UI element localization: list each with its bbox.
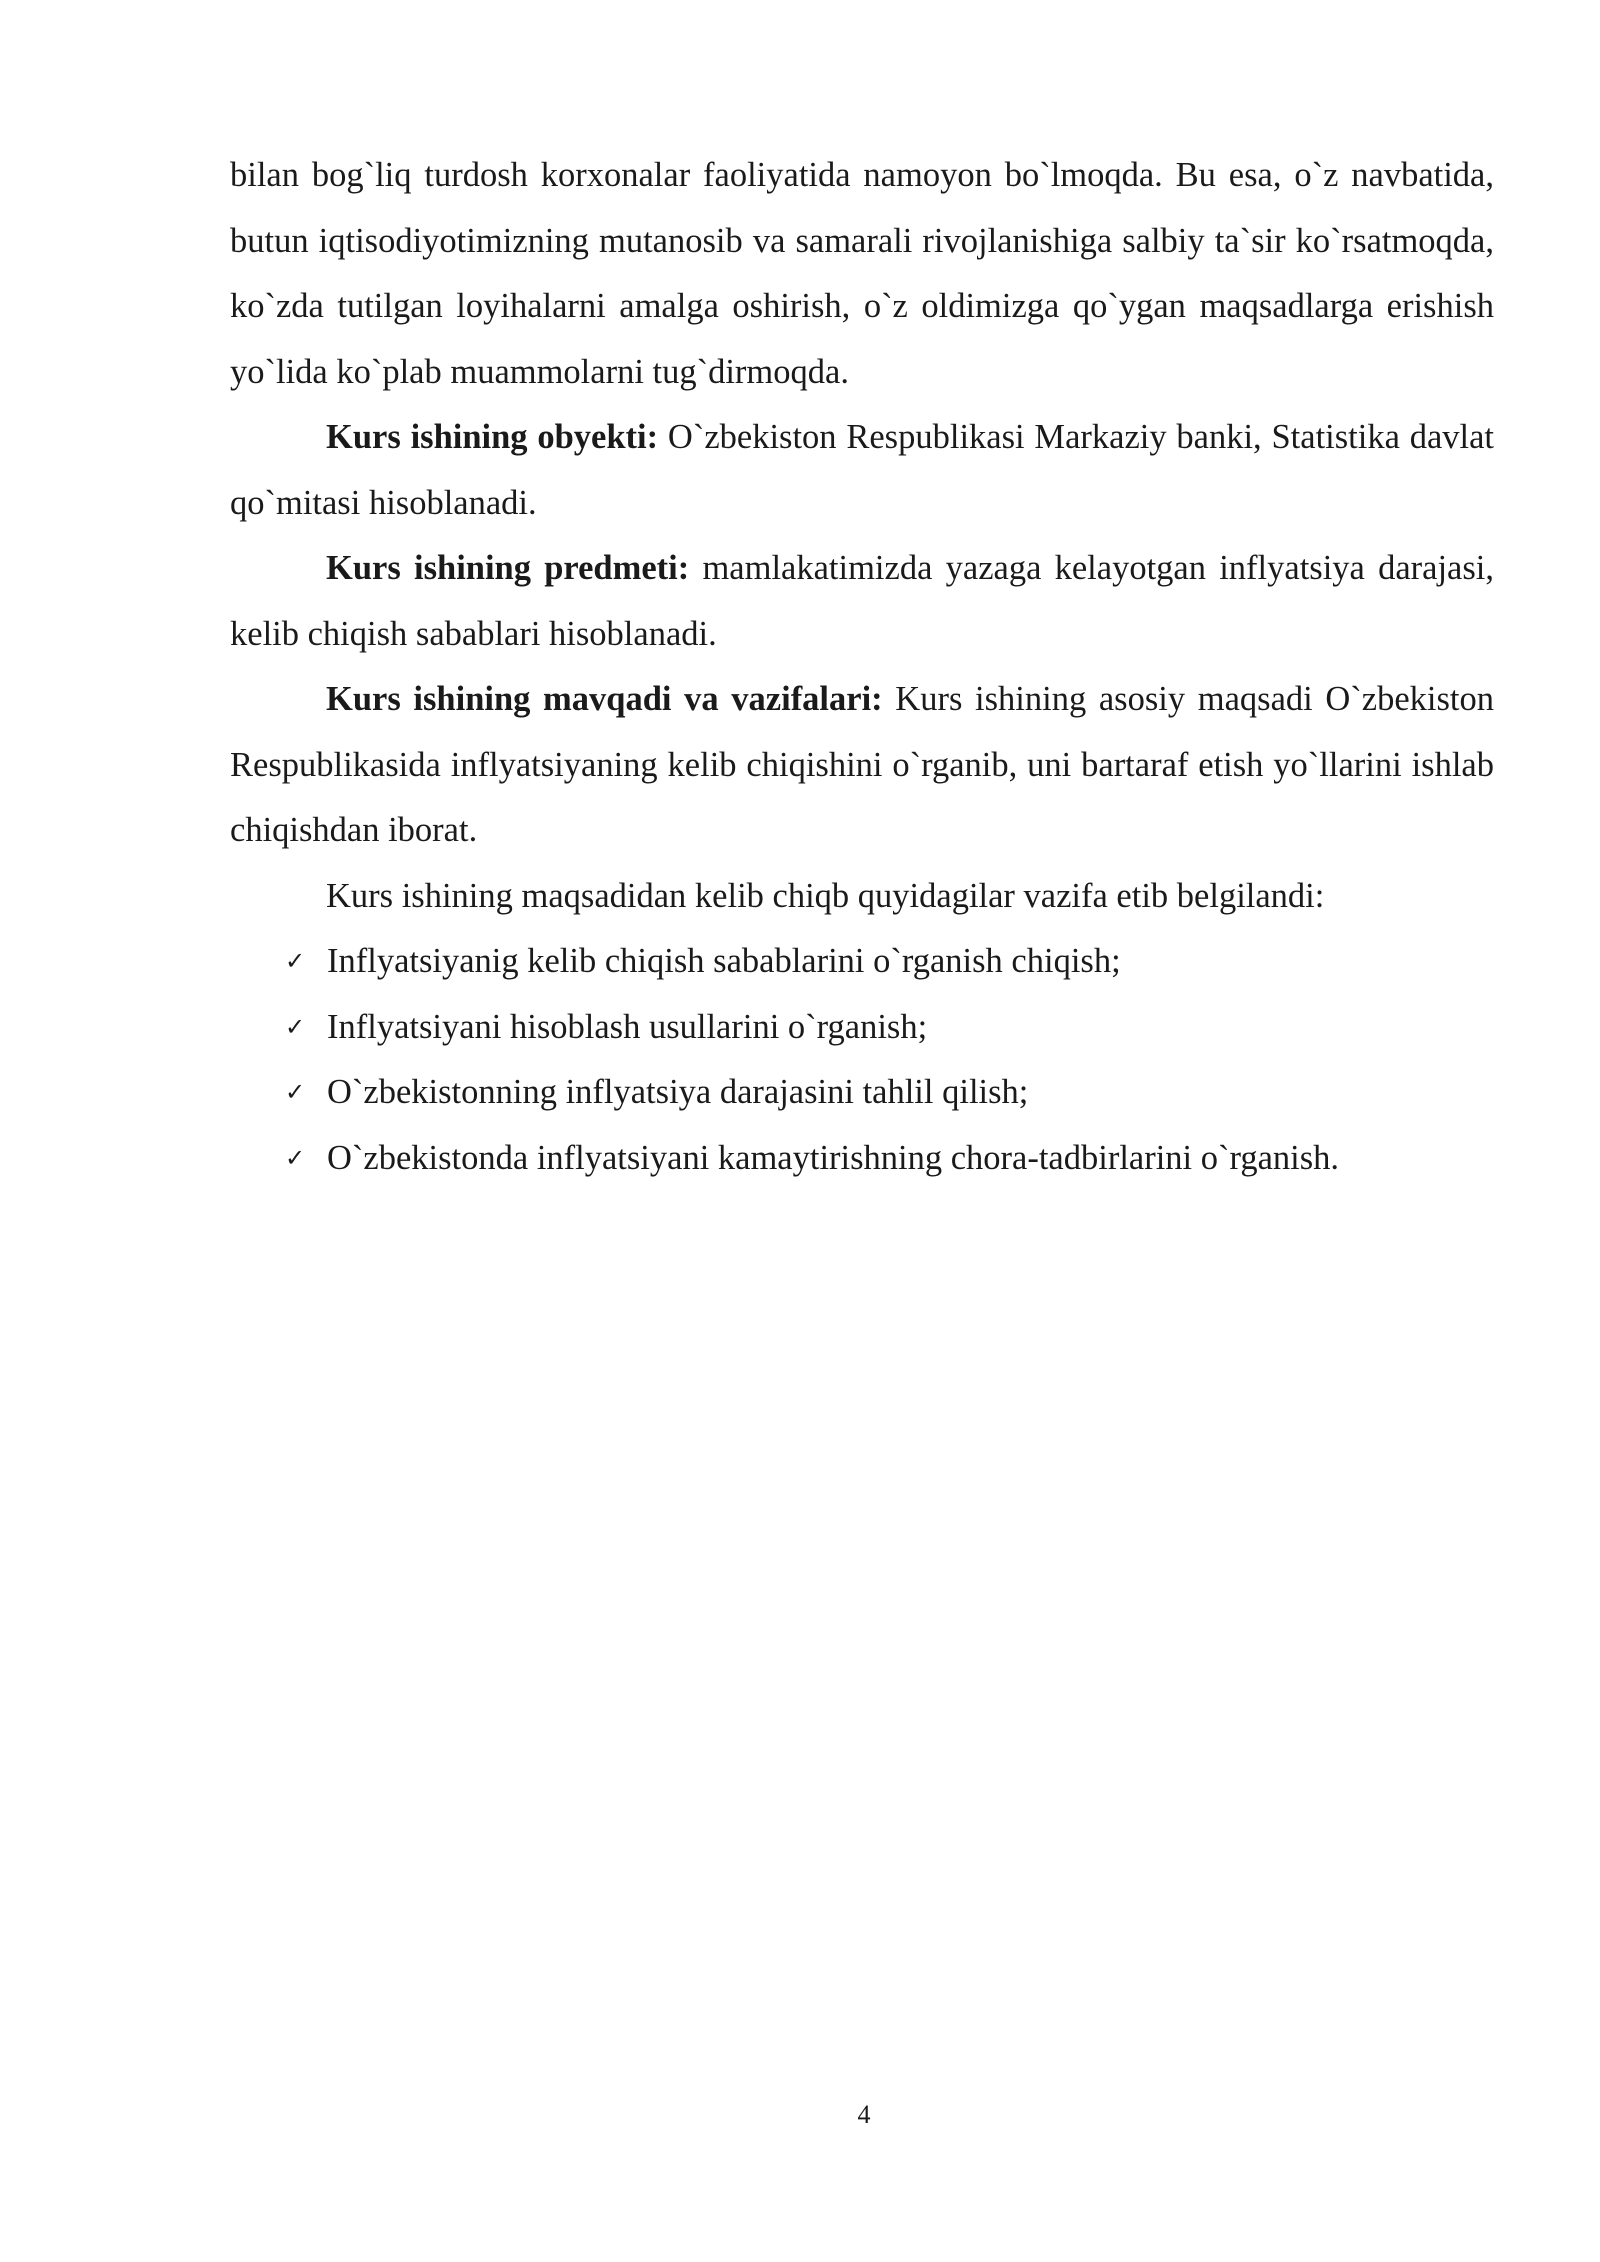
goal-paragraph	[230, 667, 1494, 864]
task-item-text: O`zbekistonning inflyatsiya darajasini tahlil qilish;	[327, 1073, 1029, 1111]
goal-label: Kurs ishining mavqadi va vazifalari:	[326, 680, 883, 718]
page-number: 4	[857, 2100, 871, 2129]
task-item-text: Inflyatsiyani hisoblash usullarini o`rganish;	[327, 1007, 928, 1046]
page-body	[230, 143, 1494, 1191]
subject-text: mamlakatimizda yazaga kelayotgan inflyatsiya darajasi, kelib chiqish sabablari hisoblanadi.	[230, 549, 1494, 653]
intro-paragraph: bilan bog`liq turdosh korxonalar faoliyatida namoyon bo`lmoqda. Bu esa, o`z navbatida, butun iqtisodiyotimizning mutanosib va samarali rivojlanishiga salbiy ta`sir ko`rsatmoqda, ko`zda tutilgan loyihalarni amalga oshirish, o`z oldimizga qo`ygan maqsadlarga erishish yo`lida ko`plab muammolarni tug`dirmoqda.	[230, 156, 1494, 391]
task-item	[230, 1060, 1494, 1126]
subject-paragraph	[230, 536, 1494, 667]
object-text: O`zbekiston Respublikasi Markaziy banki, Statistika davlat qo`mitasi hisoblanadi.	[230, 418, 1494, 522]
check-icon: ✓	[285, 1012, 306, 1041]
object-label: Kurs ishining obyekti:	[326, 418, 659, 456]
check-icon: ✓	[285, 1078, 306, 1106]
tasks-intro-paragraph: Kurs ishining maqsadidan kelib chiqb quyidagilar vazifa etib belgilandi:	[326, 876, 1325, 915]
check-icon: ✓	[285, 947, 306, 975]
task-item-text: Inflyatsiyanig kelib chiqish sabablarini o`rganish chiqish;	[327, 942, 1121, 980]
goal-text: Kurs ishining asosiy maqsadi O`zbekiston Respublikasida inflyatsiyaning kelib chiqishini o`rganib, uni bartaraf etish yo`llarini ishlab chiqishdan iborat.	[230, 680, 1495, 849]
task-item	[230, 929, 1494, 995]
check-icon: ✓	[285, 1143, 306, 1172]
task-list	[230, 929, 1494, 1191]
task-item-text: O`zbekistonda inflyatsiyani kamaytirishning chora-tadbirlarini o`rganish.	[327, 1138, 1340, 1177]
object-paragraph	[230, 405, 1494, 536]
subject-label: Kurs ishining predmeti:	[326, 549, 690, 587]
task-item	[230, 1126, 1494, 1192]
task-item	[230, 995, 1494, 1061]
